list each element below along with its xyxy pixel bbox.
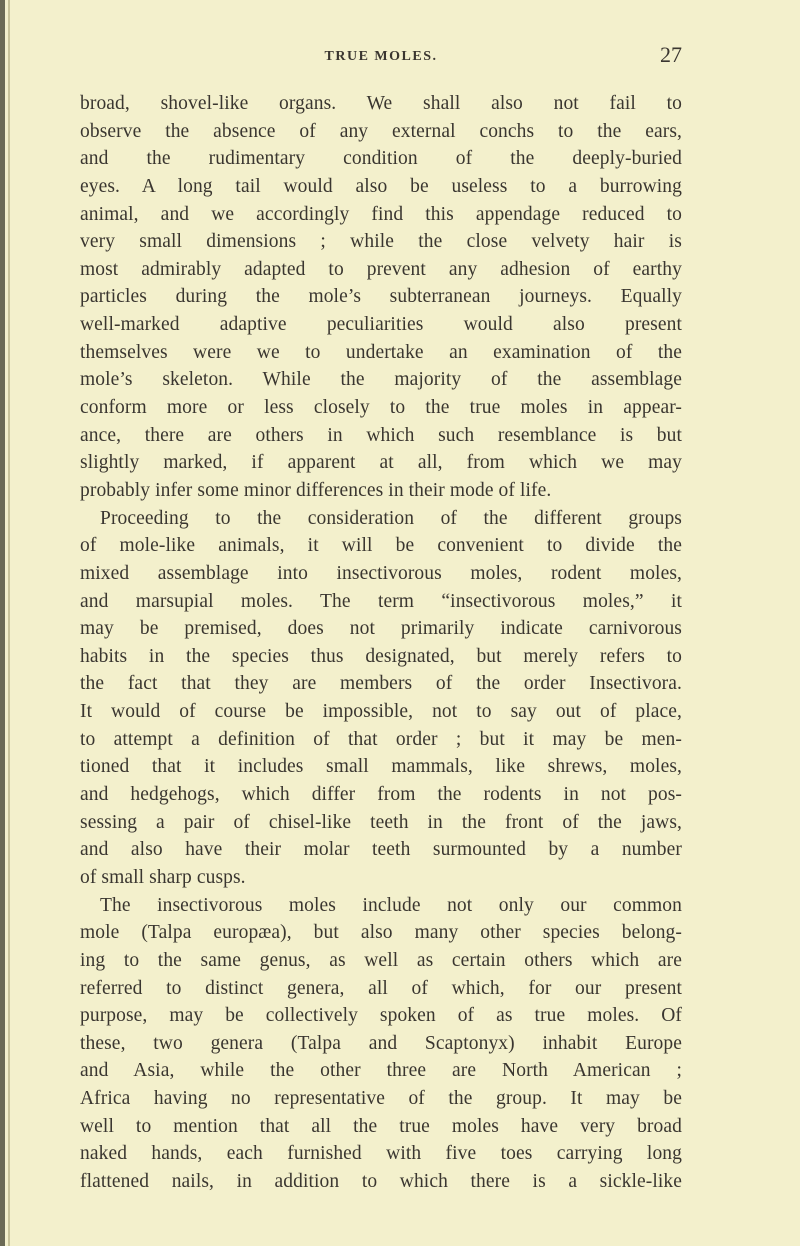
text-line: these, two genera (Talpa and Scaptonyx) inhabit Europe <box>80 1032 682 1054</box>
text-line: It would of course be impossible, not to say out of place, <box>80 701 682 723</box>
text-line: naked hands, each furnished with five toes carrying long <box>80 1143 682 1165</box>
page-header <box>80 44 682 70</box>
text-line: and also have their molar teeth surmounted by a number <box>80 839 682 861</box>
text-line: referred to distinct genera, all of which, for our present <box>80 977 682 999</box>
text-line: conform more or less closely to the true moles in appear- <box>80 397 682 419</box>
page-number: 27 <box>660 42 682 67</box>
text-line: and the rudimentary condition of the deeply-buried <box>80 148 682 170</box>
text-line: and marsupial moles. The term “insectivorous moles,” it <box>80 590 682 612</box>
text-line: mole’s skeleton. While the majority of the assemblage <box>80 369 682 391</box>
text-line: well-marked adaptive peculiarities would also present <box>80 314 682 336</box>
text-line: and hedgehogs, which differ from the rodents in not pos- <box>80 784 682 806</box>
text-line: of small sharp cusps. <box>80 866 246 888</box>
text-line: to attempt a definition of that order ; but it may be men- <box>80 728 682 750</box>
text-line: The insectivorous moles include not only our common <box>100 894 682 916</box>
text-line: eyes. A long tail would also be useless to a burrowing <box>80 175 682 197</box>
text-line: sessing a pair of chisel-like teeth in the front of the jaws, <box>80 811 682 833</box>
text-line: probably infer some minor differences in their mode of life. <box>80 479 552 501</box>
text-line: most admirably adapted to prevent any adhesion of earthy <box>80 258 682 280</box>
text-line: ance, there are others in which such resemblance is but <box>80 424 682 446</box>
text-line: ing to the same genus, as well as certain others which are <box>80 949 682 971</box>
running-title: TRUE MOLES. <box>324 49 438 64</box>
text-line: may be premised, does not primarily indicate carnivorous <box>80 618 682 640</box>
text-line: Africa having no representative of the group. It may be <box>80 1088 682 1110</box>
page-edge <box>0 0 5 1246</box>
text-line: and Asia, while the other three are North American ; <box>80 1060 682 1082</box>
text-line: broad, shovel-like organs. We shall also not fail to <box>80 93 682 114</box>
page-edge-shadow <box>8 0 10 1246</box>
page-body-text <box>80 90 682 1196</box>
text-line: of mole-like animals, it will be convenient to divide the <box>80 535 682 557</box>
text-line: flattened nails, in addition to which there is a sickle-like <box>80 1170 682 1192</box>
text-line: well to mention that all the true moles have very broad <box>80 1115 682 1137</box>
text-line: animal, and we accordingly find this appendage reduced to <box>80 203 682 225</box>
text-line: particles during the mole’s subterranean journeys. Equally <box>80 286 682 308</box>
text-line: habits in the species thus designated, but merely refers to <box>80 645 682 667</box>
text-line: purpose, may be collectively spoken of as true moles. Of <box>80 1005 682 1027</box>
text-line: slightly marked, if apparent at all, from which we may <box>80 452 682 474</box>
text-line: Proceeding to the consideration of the different groups <box>100 507 682 529</box>
text-line: themselves were we to undertake an examination of the <box>80 341 682 363</box>
text-line: mixed assemblage into insectivorous moles, rodent moles, <box>80 562 682 584</box>
text-line: mole (Talpa europæa), but also many other species belong- <box>80 922 682 944</box>
text-line: tioned that it includes small mammals, like shrews, moles, <box>80 756 682 778</box>
text-line: the fact that they are members of the order Insectivora. <box>80 673 682 695</box>
text-line: very small dimensions ; while the close velvety hair is <box>80 231 682 253</box>
text-line: observe the absence of any external conchs to the ears, <box>80 120 682 142</box>
